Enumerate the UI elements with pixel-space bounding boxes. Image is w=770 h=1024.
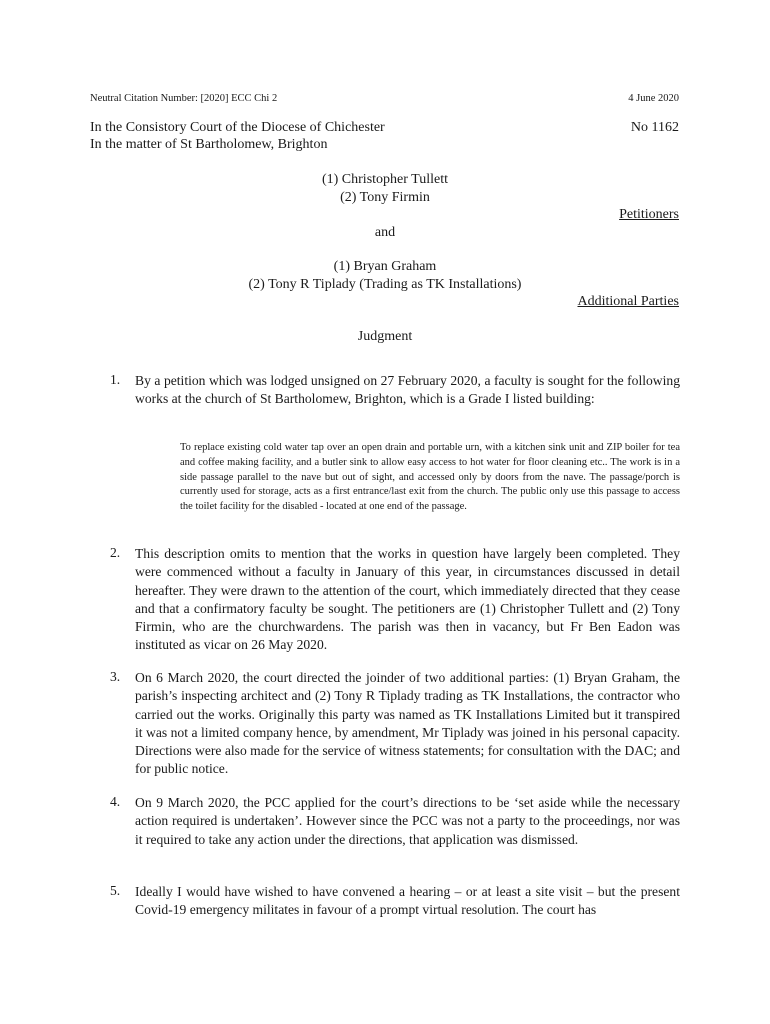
paragraph-text: Ideally I would have wished to have convened a hearing – or at least a site visit – but the present Covid-19 emergency militates in favour of a prompt virtual resolution. The court has — [135, 884, 680, 918]
paragraph-text: On 9 March 2020, the PCC applied for the court’s directions to be ‘set aside while the necessary action required is undertaken’. However since the PCC was not a party to the proceedings, nor was it required to take any action under the directions, that application was dismissed. — [135, 795, 680, 847]
paragraph-number: 3. — [110, 669, 121, 684]
paragraph-number: 5. — [110, 883, 121, 898]
paragraph-text: By a petition which was lodged unsigned on 27 February 2020, a faculty is sought for the following works at the church of St Bartholomew, Brighton, which is a Grade I listed building: — [135, 373, 680, 407]
additional-party-1: (1) Bryan Graham — [333, 259, 437, 274]
case-number: No 1162 — [630, 120, 679, 135]
additional-party-2: (2) Tony R Tiplady (Trading as TK Installations) — [248, 277, 522, 292]
paragraph-number: 1. — [110, 372, 121, 387]
and-separator: and — [374, 225, 396, 240]
additional-parties-label: Additional Parties — [577, 294, 679, 309]
quoted-works-description: To replace existing cold water tap over an open drain and portable urn, with a kitchen sink unit and ZIP boiler for tea and coffee making facility, and a butler sink to allow easy access to hot water for floor cleaning etc.. The work is in a side passage parallel to the nave but out of sight, and accessed only by doors from the nave. The passage/porch is currently used for storage, acts as a first entrance/last exit from the church. The public only use this passage to access the toilet facility for the disabled - located at one end of the passage. — [180, 442, 680, 513]
petitioner-2: (2) Tony Firmin — [340, 190, 430, 205]
petitioner-1: (1) Christopher Tullett — [321, 172, 448, 187]
paragraph-number: 2. — [110, 545, 121, 560]
paragraph-text: On 6 March 2020, the court directed the joinder of two additional parties: (1) Bryan Graham, the parish’s inspecting architect and (2) Tony R Tiplady trading as TK Installations, the contractor who carried out the works. Originally this party was named as TK Installations Limited but it transpired it was not a limited company hence, by amendment, Mr Tiplady was joined in his personal capacity. Directions were also made for the service of witness statements; for consultation with the DAC; and for public notice. — [135, 670, 680, 777]
petitioners-label: Petitioners — [619, 207, 679, 222]
court-name: In the Consistory Court of the Diocese of Chichester — [90, 120, 385, 135]
judgment-heading: Judgment — [357, 329, 413, 344]
paragraph-text: This description omits to mention that the works in question have largely been completed. They were commenced without a faculty in January of this year, in circumstances discussed in detail hereafter. They were drawn to the attention of the court, which immediately directed that they cease and that a confirmatory faculty be sought. The petitioners are (1) Christopher Tullett and (2) Tony Firmin, who are the churchwardens. The parish was then in vacancy, but Fr Ben Eadon was instituted as vicar on 26 May 2020. — [135, 546, 680, 653]
matter-title: In the matter of St Bartholomew, Brighton — [90, 137, 328, 152]
neutral-citation: Neutral Citation Number: [2020] ECC Chi 2 — [90, 93, 278, 104]
judgment-date: 4 June 2020 — [628, 93, 679, 104]
paragraph-number: 4. — [110, 794, 121, 809]
